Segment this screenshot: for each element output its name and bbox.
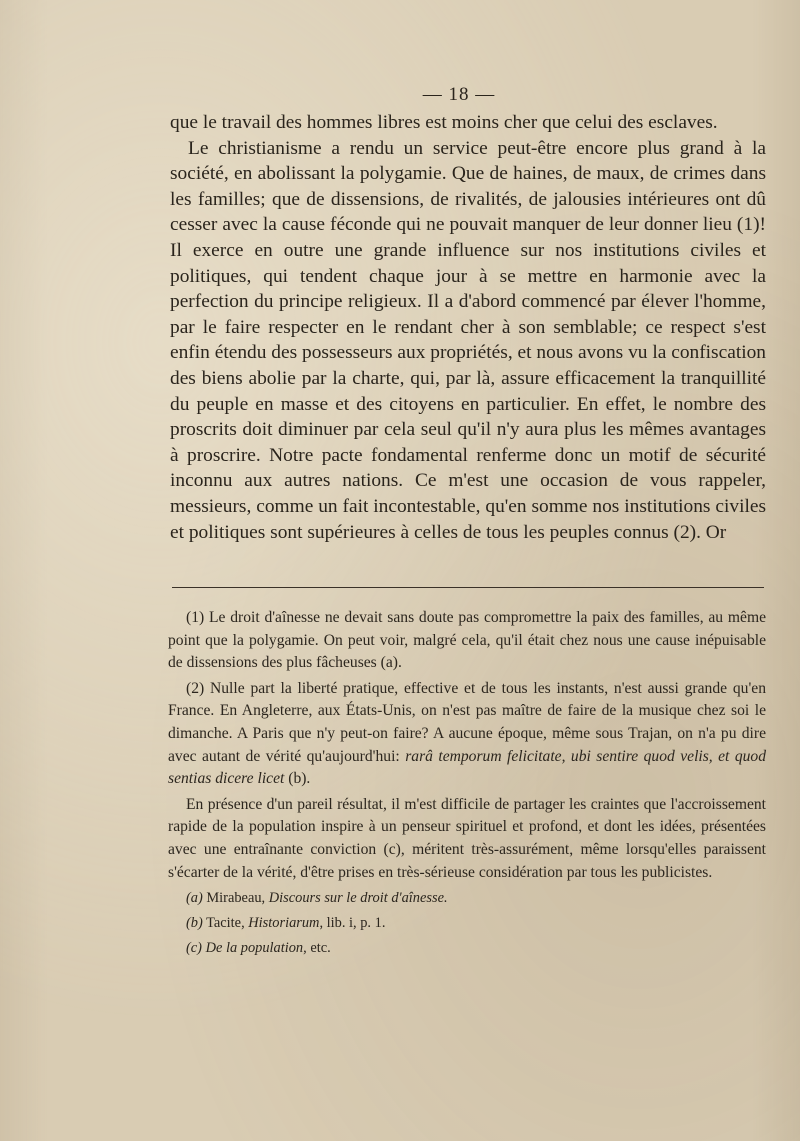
paragraph-christianisme: Le christianisme a rendu un service peut-être encore plus grand à la société, en abolissant la polygamie. Que de haines, de maux, de crimes dans les familles; que de dissensions, de rivalités, de jalousies intérieures ont dû cesser avec la cause féconde qui ne pouvait manquer de leur donner lieu (1)! Il exerce en outre une grande influence sur nos institutions civiles et politiques, qui tendent chaque jour à se mettre en harmonie avec la perfection du principe religieux. Il a d'abord commencé par élever l'homme, par le faire respecter en le rendant cher à son semblable; ce respect s'est enfin étendu des possesseurs aux propriétés, et nous avons vu la confiscation des biens abolie par la charte, qui, par là, assure efficacement la tranquillité du peuple en masse et des citoyens en particulier. En effet, le nombre des proscrits doit diminuer par cela seul qu'il n'y aura plus les mêmes avantages à proscrire. Notre pacte fondamental renferme donc un motif de sécurité inconnu aux autres nations. Ce m'est une occasion de vous rappeler, messieurs, comme un fait incontestable, qu'en somme nos institutions civiles et politiques sont supérieures à celles de tous les peuples connus (2). Or xyxy=(170,137,766,543)
footnote-2 xyxy=(168,678,766,791)
footnote-2-ref: (b). xyxy=(288,770,311,788)
footnote-rule xyxy=(172,587,764,588)
citation-b-title: Historiarum xyxy=(248,915,320,932)
footnote-2-text: (2) Nulle part la liberté pratique, effective et de tous les instants, n'est aussi grande qu'en France. En Angleterre, aux États-Unis, on n'est pas maître de faire de la musique chez soi le dimanche. A Paris que n'y peut-on faire? A aucune époque, même sous Trajan, on n'a pu dire avec autant de vérité qu'aujourd'hui: xyxy=(168,679,766,765)
citation-a-title: Discours sur le droit d'aînesse. xyxy=(268,890,448,907)
footnotes xyxy=(168,607,766,962)
main-text xyxy=(170,110,766,545)
citation-b-author: Tacite, xyxy=(206,915,245,932)
citation-a xyxy=(168,888,766,909)
citation-c-label: (c) xyxy=(186,940,202,957)
citation-a-label: (a) xyxy=(186,890,203,907)
footnote-1: (1) Le droit d'aînesse ne devait sans doute pas compromettre la paix des familles, au même point que la polygamie. On peut voir, malgré cela, qu'il était chez nous une cause inépuisable de dissensions des plus fâcheuses (a). xyxy=(168,609,766,672)
footnote-2-quote: rarâ temporum felicitate, ubi sentire quod velis, et quod sentias dicere licet xyxy=(168,747,767,788)
citation-c xyxy=(168,938,766,959)
page-number: — 18 — xyxy=(422,84,496,105)
citation-c-rest: , etc. xyxy=(303,940,331,957)
citation-b xyxy=(168,913,766,934)
citation-a-author: Mirabeau, xyxy=(206,890,266,907)
citation-b-rest: , lib. i, p. 1. xyxy=(319,915,386,932)
paragraph-continuation: que le travail des hommes libres est moins cher que celui des esclaves. xyxy=(170,112,718,133)
citation-b-label: (b) xyxy=(186,915,203,932)
footnote-continuation: En présence d'un pareil résultat, il m'est difficile de partager les craintes que l'accroissement rapide de la population inspire à un penseur spirituel et profond, et dont les idées, présentées avec une entraînante conviction (c), méritent très-assurément, même lorsqu'elles paraissent s'écarter de la vérité, d'être prises en très-sérieuse considération par tous les publicistes. xyxy=(168,795,766,881)
citation-c-title: De la population xyxy=(205,940,304,957)
